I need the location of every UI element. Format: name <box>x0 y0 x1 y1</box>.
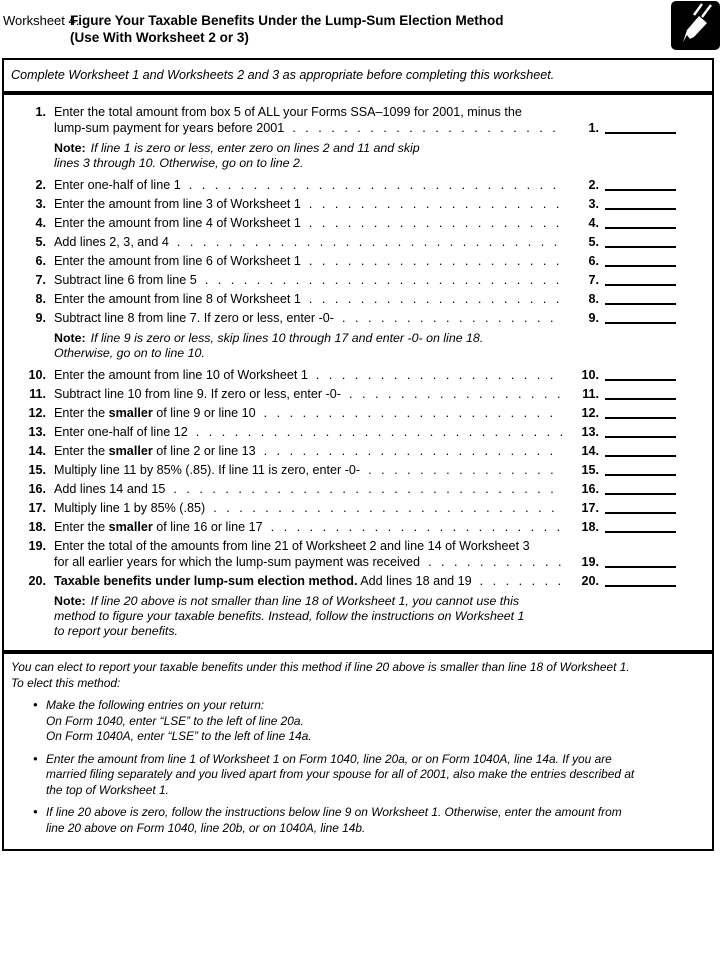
answer-blank-line-16 <box>605 493 676 495</box>
line-number: 4. <box>35 216 46 230</box>
worksheet-box <box>2 93 714 652</box>
dot-leader <box>271 520 563 535</box>
line-text: Subtract line 6 from line 5 <box>54 273 197 287</box>
answer-blank-line-5 <box>605 246 676 248</box>
answer-number: 18. <box>581 520 599 534</box>
answer-number: 14. <box>581 444 599 458</box>
line-number: 3. <box>35 197 46 211</box>
note-text: method to figure your taxable benefits. Instead, follow the instructions on Worksheet 1 <box>54 609 525 623</box>
line-text: Enter the amount from line 3 of Worksheet 1 <box>54 197 301 211</box>
answer-number: 19. <box>581 555 599 569</box>
pencil-icon <box>671 1 720 50</box>
answer-blank-line-20 <box>605 585 676 587</box>
dot-leader <box>177 235 563 250</box>
dot-leader <box>292 121 563 136</box>
bullet-icon <box>33 752 46 799</box>
note-text: If line 1 is zero or less, enter zero on lines 2 and 11 and skip <box>90 141 420 155</box>
line-13 <box>16 425 676 440</box>
page-title: Figure Your Taxable Benefits Under the Lump-Sum Election Method <box>70 13 504 28</box>
line-text: Enter one-half of line 1 <box>54 178 181 192</box>
dot-leader <box>480 574 563 589</box>
line-number: 8. <box>35 292 46 306</box>
answer-blank-line-13 <box>605 436 676 438</box>
line-text: for all earlier years for which the lump-sum payment was received <box>54 555 421 569</box>
answer-blank-line-15 <box>605 474 676 476</box>
answer-number: 3. <box>588 197 599 211</box>
line-text: Multiply line 1 by 85% (.85) <box>54 501 206 515</box>
dot-leader <box>173 482 563 497</box>
answer-number: 12. <box>581 406 599 420</box>
line-number: 20. <box>28 574 46 588</box>
line-2 <box>16 178 676 193</box>
intro-text: Complete Worksheet 1 and Worksheets 2 and 3 as appropriate before completing this worksheet. <box>11 68 555 82</box>
answer-blank-line-18 <box>605 531 676 533</box>
bullet-icon <box>33 698 46 745</box>
line-10 <box>16 368 676 383</box>
note-after-line-9 <box>54 331 676 361</box>
line-text: Enter the amount from line 6 of Worksheet 1 <box>54 254 301 268</box>
election-paragraph: You can elect to report your taxable benefits under this method if line 20 above is smaller than line 18 of Worksheet 1. To elect this method: <box>11 660 630 690</box>
header <box>0 0 721 58</box>
line-text: Enter the smaller of line 9 or line 10 <box>54 406 256 420</box>
bullet-item-enter-amount: ● Enter the amount from line 1 of Worksheet 1 on Form 1040, line 20a, or on Form 1040A, line 14a. If you are married filing separately and you lived apart from your spouse for all of 2001, also make the entries described at the top of Worksheet 1. <box>33 752 705 799</box>
answer-number: 10. <box>581 368 599 382</box>
line-number: 19. <box>28 539 46 553</box>
line-number: 1. <box>35 105 46 119</box>
note-label: Note: <box>54 331 86 345</box>
line-5 <box>16 235 676 250</box>
note-after-line-20 <box>54 594 676 639</box>
line-19-continued <box>16 555 676 570</box>
line-20 <box>16 574 676 589</box>
answer-number: 16. <box>581 482 599 496</box>
answer-blank-line-11 <box>605 398 676 400</box>
answer-number: 17. <box>581 501 599 515</box>
bullet-item-line-20-zero: ● If line 20 above is zero, follow the instructions below line 9 on Worksheet 1. Otherwise, enter the amount from line 20 above on Form 1040, line 20b, or on 1040A, line 14b. <box>33 805 705 836</box>
line-8 <box>16 292 676 307</box>
note-text: lines 3 through 10. Otherwise, go on to line 2. <box>54 156 304 170</box>
line-text: Subtract line 8 from line 7. If zero or less, enter -0- <box>54 311 334 325</box>
note-text: Otherwise, go on to line 10. <box>54 346 205 360</box>
answer-number: 4. <box>588 216 599 230</box>
line-4 <box>16 216 676 231</box>
answer-blank-line-2 <box>605 189 676 191</box>
election-box <box>2 652 714 851</box>
answer-blank-line-3 <box>605 208 676 210</box>
dot-leader <box>316 368 563 383</box>
line-number: 11. <box>29 387 46 401</box>
line-number: 13. <box>28 425 46 439</box>
bullet-icon <box>33 805 46 836</box>
answer-blank-line-8 <box>605 303 676 305</box>
answer-blank-line-17 <box>605 512 676 514</box>
dot-leader <box>213 501 563 516</box>
page-subtitle: (Use With Worksheet 2 or 3) <box>70 30 249 45</box>
worksheet-number-label: Worksheet 4. <box>3 13 80 28</box>
line-number: 12. <box>28 406 46 420</box>
line-17 <box>16 501 676 516</box>
line-text: Multiply line 11 by 85% (.85). If line 11 is zero, enter -0- <box>54 463 361 477</box>
line-text: Enter the smaller of line 2 or line 13 <box>54 444 256 458</box>
answer-number: 7. <box>588 273 599 287</box>
line-number: 16. <box>28 482 46 496</box>
line-1 <box>16 105 676 120</box>
line-text: Add lines 14 and 15 <box>54 482 166 496</box>
line-text: lump-sum payment for years before 2001 <box>54 121 285 135</box>
note-text: If line 20 above is not smaller than line 18 of Worksheet 1, you cannot use this <box>90 594 520 608</box>
note-text: If line 9 is zero or less, skip lines 10 through 17 and enter -0- on line 18. <box>90 331 484 345</box>
line-14 <box>16 444 676 459</box>
answer-blank-line-9 <box>605 322 676 324</box>
answer-number: 15. <box>581 463 599 477</box>
bullet-item-entries: ● Make the following entries on your return: On Form 1040, enter “LSE” to the left of line 20a. On Form 1040A, enter “LSE” to the left of line 14a. <box>33 698 705 745</box>
line-text: Taxable benefits under lump-sum election method. Add lines 18 and 19 <box>54 574 472 588</box>
line-11 <box>16 387 676 402</box>
note-label: Note: <box>54 594 86 608</box>
line-6 <box>16 254 676 269</box>
dot-leader <box>428 555 563 570</box>
dot-leader <box>368 463 563 478</box>
note-text: to report your benefits. <box>54 624 178 638</box>
line-number: 5. <box>35 235 46 249</box>
dot-leader <box>309 292 563 307</box>
dot-leader <box>309 216 563 231</box>
note-label: Note: <box>54 141 86 155</box>
line-text: Enter the total of the amounts from line 21 of Worksheet 2 and line 14 of Worksheet 3 <box>54 539 530 553</box>
answer-number: 6. <box>588 254 599 268</box>
line-number: 2. <box>35 178 46 192</box>
line-text: Enter the amount from line 8 of Worksheet 1 <box>54 292 301 306</box>
dot-leader <box>309 254 563 269</box>
line-16 <box>16 482 676 497</box>
answer-blank-line-1 <box>605 132 676 134</box>
line-number: 7. <box>35 273 46 287</box>
line-number: 18. <box>28 520 46 534</box>
line-text: Enter one-half of line 12 <box>54 425 188 439</box>
line-number: 6. <box>35 254 46 268</box>
line-number: 9. <box>35 311 46 325</box>
dot-leader <box>196 425 563 440</box>
line-number: 10. <box>28 368 46 382</box>
line-number: 15. <box>28 463 46 477</box>
answer-number: 8. <box>588 292 599 306</box>
answer-number: 1. <box>588 121 599 135</box>
line-1-continued <box>16 121 676 136</box>
title-block <box>70 12 504 46</box>
answer-number: 5. <box>588 235 599 249</box>
dot-leader <box>309 197 563 212</box>
line-7 <box>16 273 676 288</box>
answer-blank-line-14 <box>605 455 676 457</box>
intro-box <box>2 58 714 93</box>
dot-leader <box>189 178 563 193</box>
answer-number: 2. <box>588 178 599 192</box>
line-19 <box>16 539 676 554</box>
answer-number: 20. <box>581 574 599 588</box>
note-after-line-1 <box>54 141 676 171</box>
dot-leader <box>264 444 563 459</box>
answer-blank-line-4 <box>605 227 676 229</box>
answer-blank-line-10 <box>605 379 676 381</box>
line-9 <box>16 311 676 326</box>
line-text: Enter the smaller of line 16 or line 17 <box>54 520 263 534</box>
line-3 <box>16 197 676 212</box>
line-text: Enter the total amount from box 5 of ALL your Forms SSA–1099 for 2001, minus the <box>54 105 522 119</box>
line-15 <box>16 463 676 478</box>
line-text: Enter the amount from line 4 of Worksheet 1 <box>54 216 301 230</box>
line-12 <box>16 406 676 421</box>
dot-leader <box>342 311 563 326</box>
answer-blank-line-6 <box>605 265 676 267</box>
dot-leader <box>264 406 563 421</box>
answer-number: 9. <box>588 311 599 325</box>
answer-blank-line-7 <box>605 284 676 286</box>
line-text: Enter the amount from line 10 of Worksheet 1 <box>54 368 308 382</box>
line-text: Subtract line 10 from line 9. If zero or less, enter -0- <box>54 387 341 401</box>
answer-number: 13. <box>581 425 599 439</box>
line-text: Add lines 2, 3, and 4 <box>54 235 169 249</box>
line-number: 17. <box>28 501 46 515</box>
dot-leader <box>205 273 563 288</box>
line-number: 14. <box>28 444 46 458</box>
line-18 <box>16 520 676 535</box>
answer-number: 11. <box>582 387 599 401</box>
answer-blank-line-12 <box>605 417 676 419</box>
dot-leader <box>349 387 563 402</box>
answer-blank-line-19 <box>605 566 676 568</box>
